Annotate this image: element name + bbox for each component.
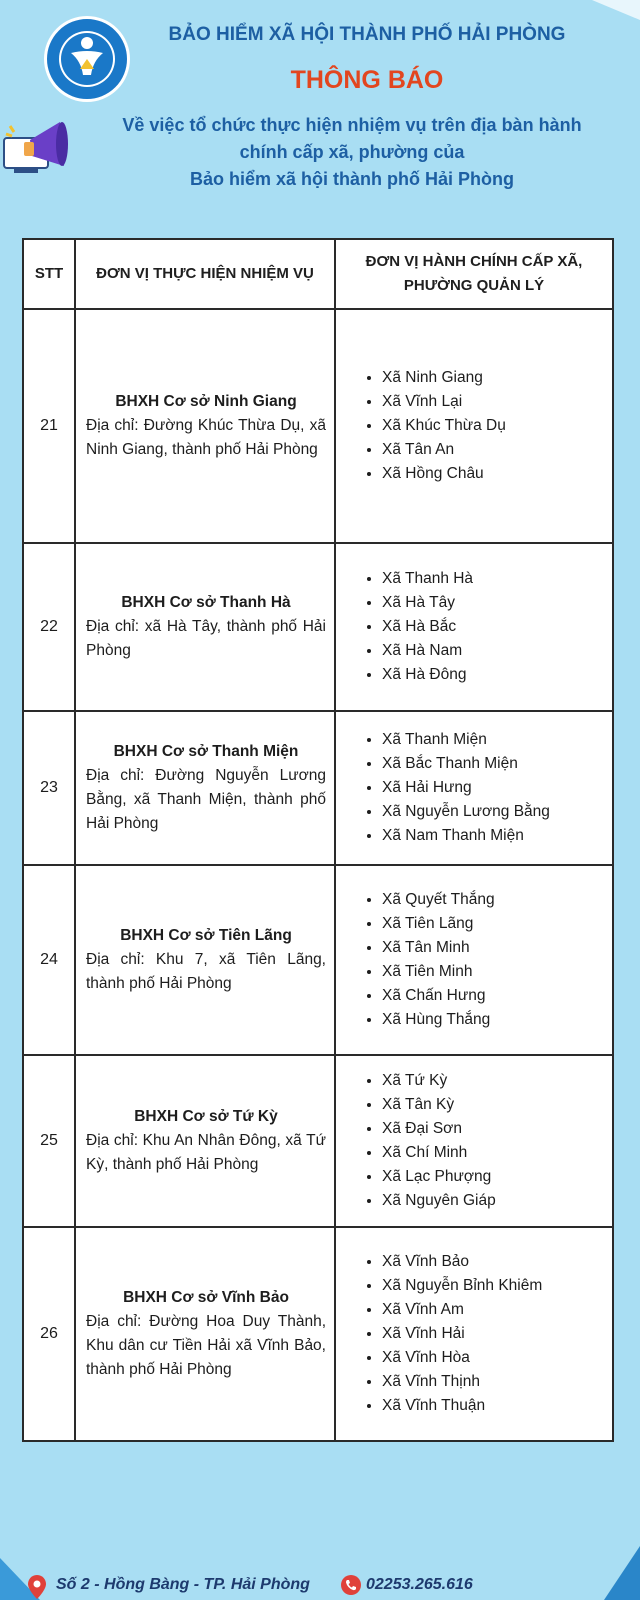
ward-item: • Xã Tân An [382, 438, 606, 462]
ward-item: • Xã Ninh Giang [382, 366, 606, 390]
ward-item: • Xã Vĩnh Bảo [382, 1250, 606, 1274]
ward-item: • Xã Nguyễn Lương Bằng [382, 800, 606, 824]
ward-item: • Xã Hùng Thắng [382, 1008, 606, 1032]
ward-list [366, 1069, 606, 1213]
row-unit-cell [75, 865, 335, 1055]
ward-item: • Xã Thanh Miện [382, 728, 606, 752]
ward-item: • Xã Khúc Thừa Dụ [382, 414, 606, 438]
phone-icon [340, 1574, 362, 1596]
row-wards-cell [335, 543, 613, 711]
table-row [23, 309, 613, 543]
unit-name: BHXH Cơ sở Tiên Lãng [120, 927, 292, 944]
unit-address: Địa chỉ: Khu 7, xã Tiên Lãng, thành phố Hải Phòng [86, 951, 326, 992]
row-wards-cell [335, 865, 613, 1055]
ward-item: • Xã Lạc Phượng [382, 1165, 606, 1189]
row-unit-cell [75, 309, 335, 543]
row-unit-cell [75, 1055, 335, 1227]
row-stt: 22 [23, 543, 75, 711]
ward-item: • Xã Nam Thanh Miện [382, 824, 606, 848]
unit-address: Địa chỉ: xã Hà Tây, thành phố Hải Phòng [86, 618, 326, 659]
footer-address: Số 2 - Hồng Bàng - TP. Hải Phòng [56, 1576, 310, 1593]
ward-item: • Xã Thanh Hà [382, 567, 606, 591]
ward-item: • Xã Chấn Hưng [382, 984, 606, 1008]
agency-logo [44, 16, 130, 102]
subject-line-1: Về việc tổ chức thực hiện nhiệm vụ trên địa bàn hành [122, 115, 582, 135]
row-stt: 23 [23, 711, 75, 865]
table-row [23, 1055, 613, 1227]
ward-item: • Xã Tân Minh [382, 936, 606, 960]
row-stt: 24 [23, 865, 75, 1055]
ward-item: • Xã Hà Đông [382, 663, 606, 687]
unit-address: Địa chỉ: Đường Nguyễn Lương Bằng, xã Thanh Miện, thành phố Hải Phòng [86, 767, 326, 832]
table-row [23, 711, 613, 865]
ward-item: • Xã Nguyễn Bỉnh Khiêm [382, 1274, 606, 1298]
location-pin-icon [26, 1574, 48, 1600]
table-row [23, 865, 613, 1055]
ward-list [366, 366, 606, 486]
ward-list [366, 567, 606, 687]
unit-name: BHXH Cơ sở Tứ Kỳ [134, 1108, 278, 1125]
megaphone-icon [0, 116, 84, 186]
ward-item: • Xã Hải Hưng [382, 776, 606, 800]
header-unit: ĐƠN VỊ THỰC HIỆN NHIỆM VỤ [75, 239, 335, 309]
ward-item: • Xã Vĩnh Am [382, 1298, 606, 1322]
ward-item: • Xã Nguyên Giáp [382, 1189, 606, 1213]
unit-address: Địa chỉ: Đường Khúc Thừa Dụ, xã Ninh Giang, thành phố Hải Phòng [86, 417, 326, 458]
table-row [23, 1227, 613, 1441]
ward-item: • Xã Tiên Minh [382, 960, 606, 984]
header-stt: STT [23, 239, 75, 309]
ward-item: • Xã Tân Kỳ [382, 1093, 606, 1117]
decor-triangle-top-right [592, 0, 640, 20]
row-wards-cell [335, 309, 613, 543]
ward-item: • Xã Bắc Thanh Miện [382, 752, 606, 776]
unit-name: BHXH Cơ sở Thanh Hà [121, 594, 291, 611]
ward-item: • Xã Đại Sơn [382, 1117, 606, 1141]
row-wards-cell [335, 1055, 613, 1227]
row-stt: 21 [23, 309, 75, 543]
ward-item: • Xã Tứ Kỳ [382, 1069, 606, 1093]
notice-title: THÔNG BÁO [290, 66, 444, 94]
header-wards: ĐƠN VỊ HÀNH CHÍNH CẤP XÃ, PHƯỜNG QUẢN LÝ [335, 239, 613, 309]
ward-item: • Xã Vĩnh Hòa [382, 1346, 606, 1370]
ward-item: • Xã Vĩnh Thuận [382, 1394, 606, 1418]
row-stt: 26 [23, 1227, 75, 1441]
ward-item: • Xã Vĩnh Thịnh [382, 1370, 606, 1394]
table-header-row [23, 239, 613, 309]
row-unit-cell [75, 543, 335, 711]
subject-line-2: chính cấp xã, phường của [239, 142, 465, 162]
ward-item: • Xã Hà Bắc [382, 615, 606, 639]
notice-subject [82, 112, 622, 193]
unit-name: BHXH Cơ sở Vĩnh Bảo [123, 1289, 289, 1306]
ward-item: • Xã Tiên Lãng [382, 912, 606, 936]
ward-item: • Xã Vĩnh Lại [382, 390, 606, 414]
decor-triangle-bottom-right [604, 1546, 640, 1600]
row-wards-cell [335, 1227, 613, 1441]
assignment-table [22, 238, 614, 1442]
ward-list [366, 1250, 606, 1418]
subject-line-3: Bảo hiểm xã hội thành phố Hải Phòng [189, 169, 514, 189]
unit-name: BHXH Cơ sở Ninh Giang [115, 393, 297, 410]
row-unit-cell [75, 711, 335, 865]
agency-name: BẢO HIỂM XÃ HỘI THÀNH PHỐ HẢI PHÒNG [168, 24, 566, 45]
ward-item: • Xã Hồng Châu [382, 462, 606, 486]
table-row [23, 543, 613, 711]
ward-item: • Xã Vĩnh Hải [382, 1322, 606, 1346]
unit-address: Địa chỉ: Đường Hoa Duy Thành, Khu dân cư Tiền Hải xã Vĩnh Bảo, thành phố Hải Phòng [86, 1313, 326, 1378]
ward-item: • Xã Chí Minh [382, 1141, 606, 1165]
ward-list [366, 728, 606, 848]
ward-list [366, 888, 606, 1032]
ward-item: • Xã Quyết Thắng [382, 888, 606, 912]
unit-address: Địa chỉ: Khu An Nhân Đông, xã Tứ Kỳ, thành phố Hải Phòng [86, 1132, 326, 1173]
ward-item: • Xã Hà Nam [382, 639, 606, 663]
row-unit-cell [75, 1227, 335, 1441]
ward-item: • Xã Hà Tây [382, 591, 606, 615]
footer-phone: 02253.265.616 [366, 1576, 473, 1593]
unit-name: BHXH Cơ sở Thanh Miện [113, 743, 299, 760]
row-wards-cell [335, 711, 613, 865]
row-stt: 25 [23, 1055, 75, 1227]
